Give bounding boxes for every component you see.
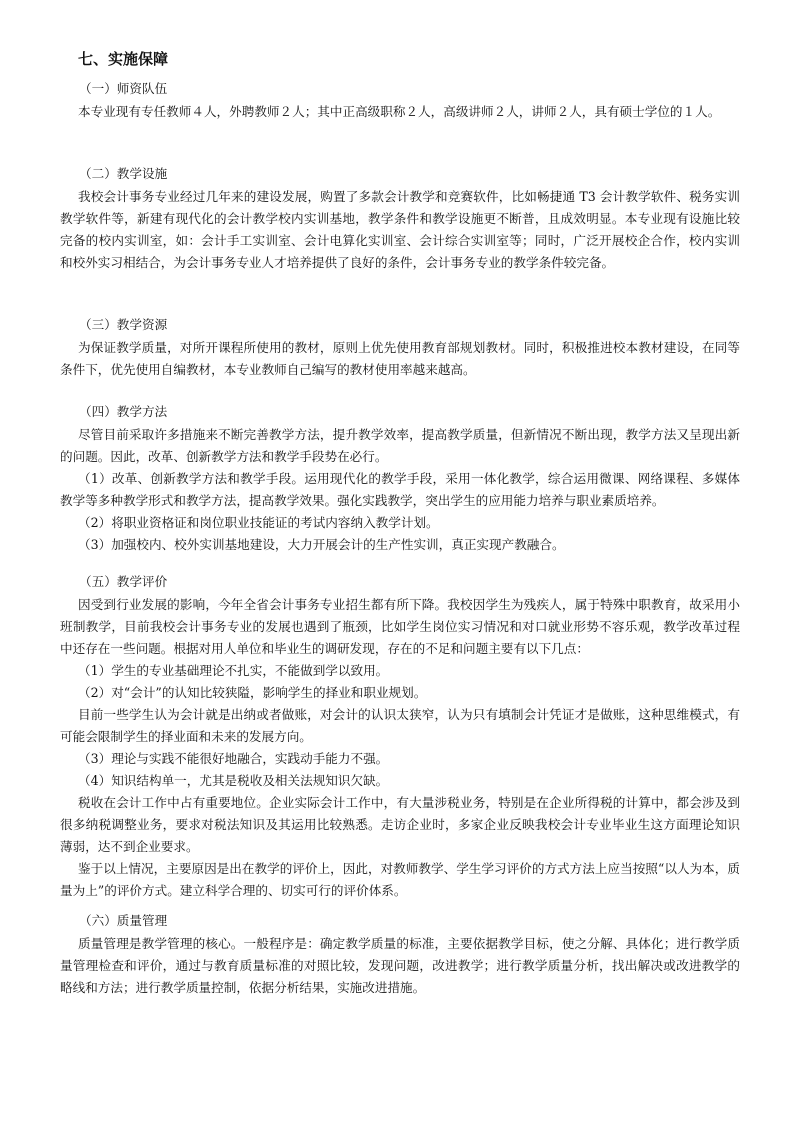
section-evaluation <box>60 571 740 902</box>
list-item: （4）知识结构单一，尤其是税收及相关法规知识欠缺。 <box>78 773 389 788</box>
section-resources <box>60 314 740 381</box>
list-item: （3）理论与实践不能很好地融合，实践动手能力不强。 <box>78 751 389 766</box>
section-quality <box>60 910 740 999</box>
list-item: （2）将职业资格证和岗位职业技能证的考试内容纳入教学计划。 <box>78 515 439 530</box>
section-methods <box>60 401 740 556</box>
section-facilities <box>60 163 740 274</box>
list-item: （1）学生的专业基础理论不扎实，不能做到学以致用。 <box>78 663 389 678</box>
section-heading: （二）教学设施 <box>79 166 168 181</box>
paragraph: 为保证教学质量，对所开课程所使用的教材，原则上优先使用教育部规划教材。同时，积极推进校本教材建设，在同等条件下，优先使用自编教材，本专业教师自己编写的教材使用率越来越高。 <box>60 340 740 377</box>
paragraph: 本专业现有专任教师４人，外聘教师２人；其中正高级职称２人，高级讲师２人，讲师２人，具有硕士学位的１人。 <box>78 104 721 119</box>
paragraph: 因受到行业发展的影响，今年全省会计事务专业招生都有所下降。我校因学生为残疾人，属于特殊中职教育，故采用小班制教学，目前我校会计事务专业的发展也遇到了瓶颈，比如学生岗位实习情况和对口就业形势不容乐观，教学改革过程中还存在一些问题。根据对用人单位和毕业生的调研发现，存在的不足和问题主要有以下几点： <box>60 597 740 656</box>
paragraph: 目前一些学生认为会计就是出纳或者做账，对会计的认识太狭窄，认为只有填制会计凭证才是做账，这种思维模式，有可能会限制学生的择业面和未来的发展方向。 <box>60 707 740 744</box>
list-item: （3）加强校内、校外实训基地建设，大力开展会计的生产性实训，真正实现产教融合。 <box>78 537 565 552</box>
document-title: 七、实施保障 <box>78 50 169 68</box>
paragraph: 尽管目前采取许多措施来不断完善教学方法，提升教学效率，提高教学质量，但新情况不断出现，教学方法又呈现出新的问题。因此，改革、创新教学方法和教学手段势在必行。 <box>60 427 740 464</box>
list-item: （1）改革、创新教学方法和教学手段。运用现代化的教学手段，采用一体化教学，综合运用微课、网络课程、多媒体教学等多种教学形式和教学方法，提高教学效果。强化实践教学，突出学生的应用能力培养与职业素质培养。 <box>60 471 740 508</box>
section-heading: （四）教学方法 <box>79 404 168 419</box>
paragraph: 税收在会计工作中占有重要地位。企业实际会计工作中，有大量涉税业务，特别是在企业所得税的计算中，都会涉及到很多纳税调整业务，要求对税法知识及其运用比较熟悉。走访企业时，多家企业反映我校会计专业毕业生这方面理论知识薄弱，达不到企业要求。 <box>60 795 740 854</box>
list-item: （2）对“会计”的认知比较狭隘，影响学生的择业和职业规划。 <box>78 685 427 700</box>
paragraph: 我校会计事务专业经过几年来的建设发展，购置了多款会计教学和竞赛软件，比如畅捷通 T3 会计教学软件、税务实训教学软件等，新建有现代化的会计教学校内实训基地，教学条件和教学设施更不断普，且成效明显。本专业现有设施比较完备的校内实训室，如：会计手工实训室、会计电算化实训室、会计综合实训室等；同时，广泛开展校企合作，校内实训和校外实习相结合，为会计事务专业人才培养提供了良好的条件，会计事务专业的教学条件较完备。 <box>60 189 740 270</box>
section-teachers <box>60 78 740 123</box>
section-heading: （六）质量管理 <box>79 913 168 928</box>
section-heading: （三）教学资源 <box>79 317 168 332</box>
paragraph: 质量管理是教学管理的核心。一般程序是：确定教学质量的标准，主要依据教学目标，使之分解、具体化；进行教学质量管理检查和评价，通过与教育质量标准的对照比较，发现问题，改进教学；进行教学质量分析，找出解决或改进教学的略线和方法；进行教学质量控制，依据分析结果，实施改进措施。 <box>60 936 740 995</box>
paragraph: 鉴于以上情况，主要原因是出在教学的评价上，因此，对教师教学、学生学习评价的方式方法上应当按照“以人为本，质量为上”的评价方式。建立科学合理的、切实可行的评价体系。 <box>60 861 740 898</box>
section-heading: （一）师资队伍 <box>79 81 168 96</box>
section-heading: （五）教学评价 <box>79 574 168 589</box>
